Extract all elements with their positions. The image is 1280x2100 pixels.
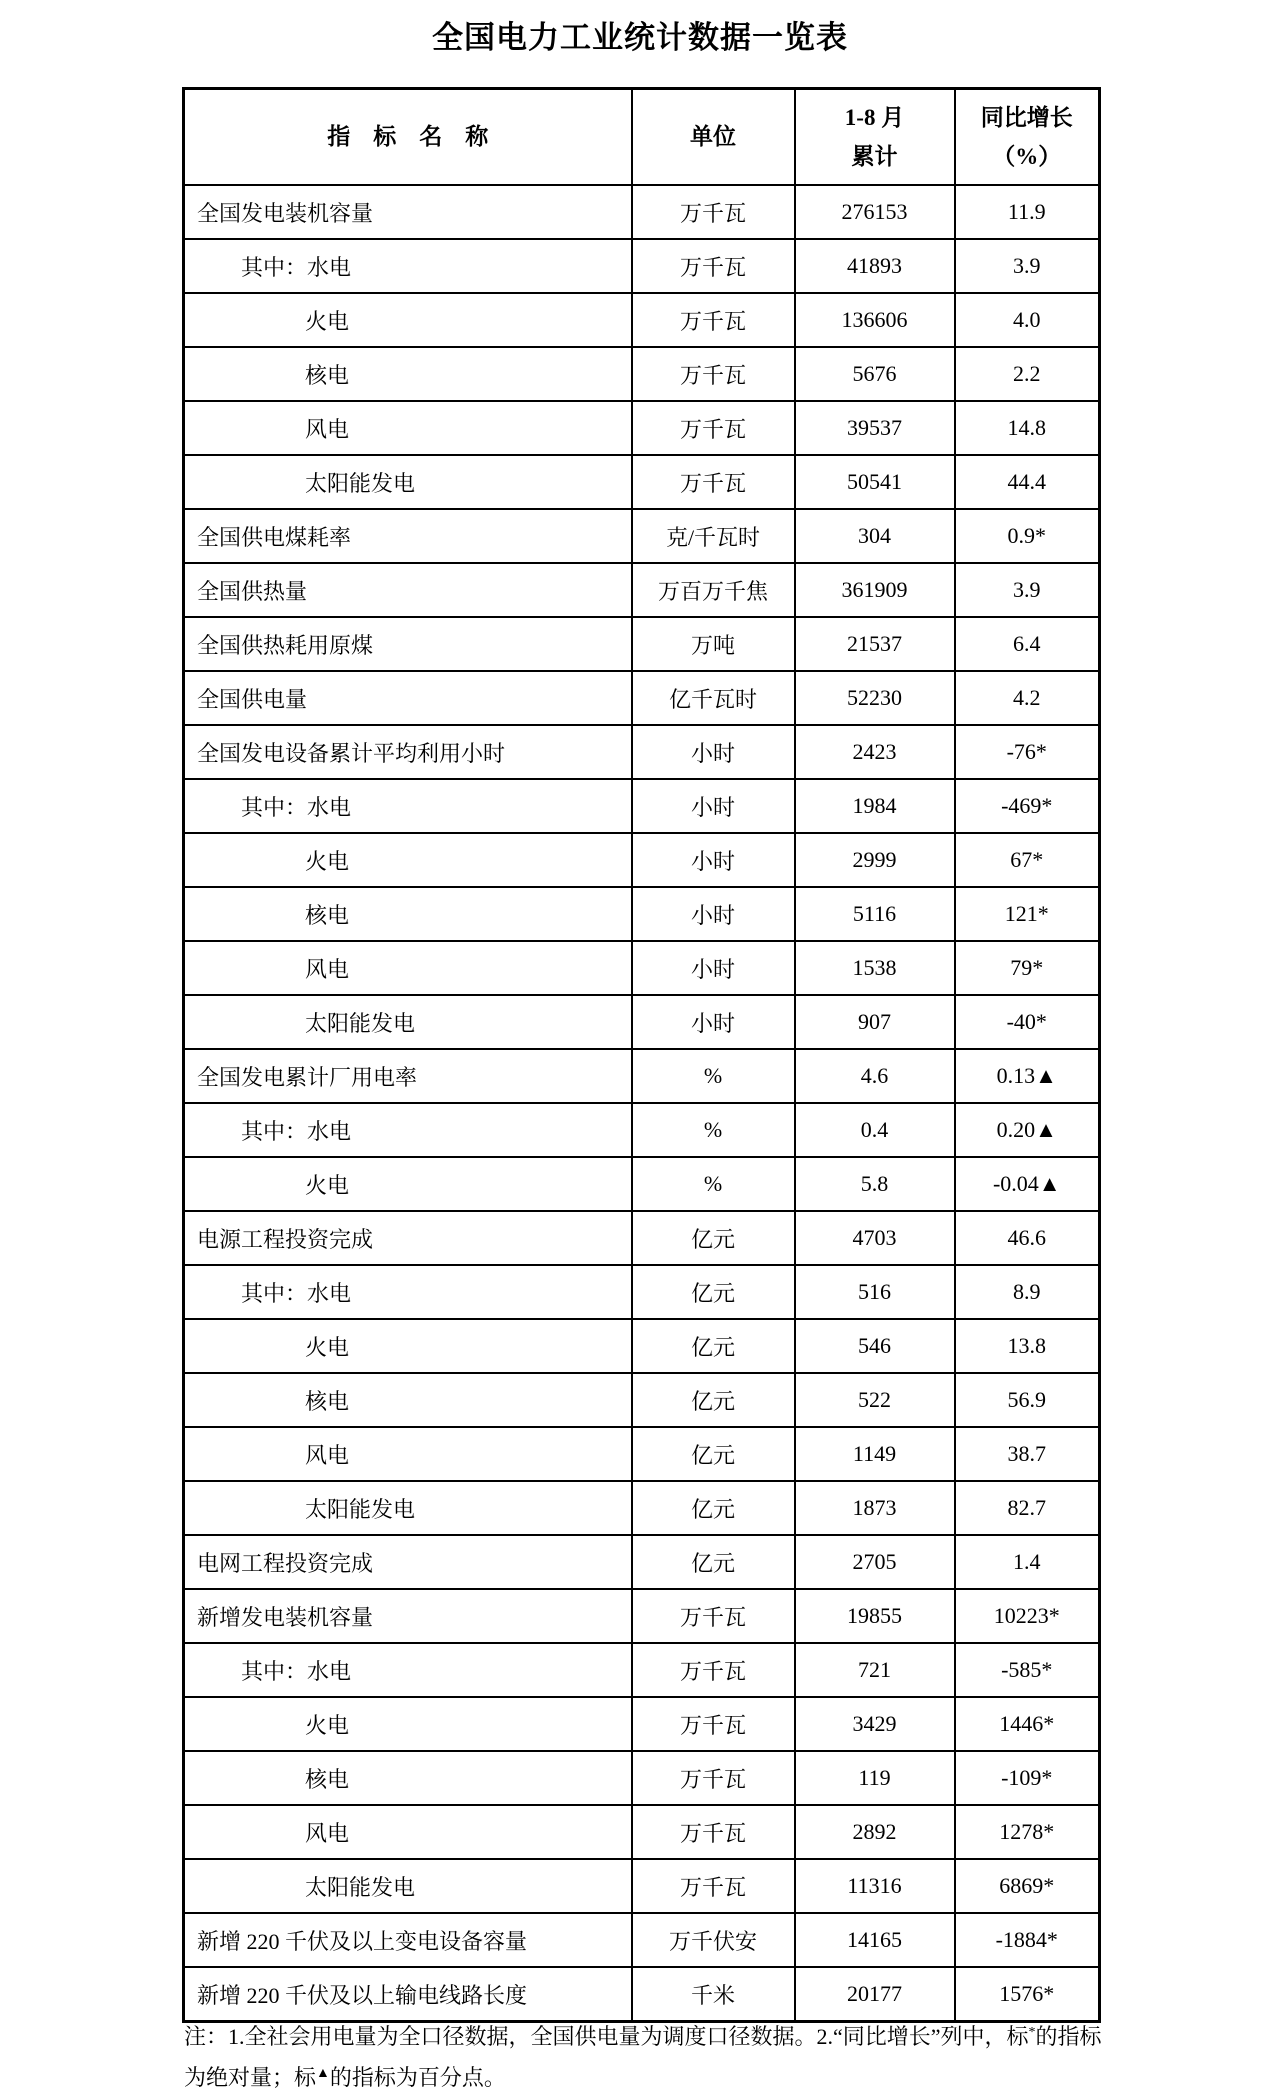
unit-cell: 亿元 bbox=[632, 1481, 795, 1535]
column-header-period-line2: 累计 bbox=[851, 144, 898, 169]
table-row bbox=[184, 671, 1100, 725]
yoy-value-cell: 10223* bbox=[955, 1589, 1100, 1643]
table-row bbox=[184, 563, 1100, 617]
period-value-cell: 2705 bbox=[795, 1535, 955, 1589]
indicator-name-cell: 其中：水电 bbox=[184, 1643, 632, 1697]
table-row bbox=[184, 1805, 1100, 1859]
period-value-cell: 136606 bbox=[795, 293, 955, 347]
indicator-name-cell: 新增发电装机容量 bbox=[184, 1589, 632, 1643]
table-notes bbox=[184, 2018, 1144, 2100]
unit-cell: 万千瓦 bbox=[632, 1589, 795, 1643]
yoy-value-cell: 0.13▲ bbox=[955, 1049, 1100, 1103]
unit-cell: 万千瓦 bbox=[632, 293, 795, 347]
unit-cell: 小时 bbox=[632, 887, 795, 941]
period-value-cell: 119 bbox=[795, 1751, 955, 1805]
period-value-cell: 11316 bbox=[795, 1859, 955, 1913]
table-row bbox=[184, 887, 1100, 941]
triangle-marker: ▲ bbox=[316, 2066, 330, 2081]
yoy-value-cell: 121* bbox=[955, 887, 1100, 941]
indicator-name-cell: 核电 bbox=[184, 887, 632, 941]
yoy-value-cell: 79* bbox=[955, 941, 1100, 995]
column-header-yoy bbox=[955, 89, 1100, 186]
unit-cell: 千米 bbox=[632, 1967, 795, 2022]
period-value-cell: 522 bbox=[795, 1373, 955, 1427]
unit-cell: 亿元 bbox=[632, 1535, 795, 1589]
yoy-value-cell: 0.9* bbox=[955, 509, 1100, 563]
unit-cell: % bbox=[632, 1157, 795, 1211]
period-value-cell: 50541 bbox=[795, 455, 955, 509]
table-row bbox=[184, 1319, 1100, 1373]
indicator-name-cell: 火电 bbox=[184, 1157, 632, 1211]
indicator-name-cell: 火电 bbox=[184, 293, 632, 347]
unit-cell: 克/千瓦时 bbox=[632, 509, 795, 563]
unit-cell: 亿千瓦时 bbox=[632, 671, 795, 725]
table-row bbox=[184, 1589, 1100, 1643]
indicator-name-cell: 其中：水电 bbox=[184, 239, 632, 293]
period-value-cell: 2423 bbox=[795, 725, 955, 779]
unit-cell: 万千瓦 bbox=[632, 1805, 795, 1859]
table-row bbox=[184, 1967, 1100, 2022]
table-row bbox=[184, 1427, 1100, 1481]
table-row bbox=[184, 1643, 1100, 1697]
period-value-cell: 2892 bbox=[795, 1805, 955, 1859]
unit-cell: 万吨 bbox=[632, 617, 795, 671]
yoy-value-cell: 2.2 bbox=[955, 347, 1100, 401]
unit-cell: 万千瓦 bbox=[632, 1697, 795, 1751]
yoy-value-cell: 3.9 bbox=[955, 239, 1100, 293]
indicator-name-cell: 全国发电装机容量 bbox=[184, 185, 632, 239]
note-line1-text: 注：1.全社会用电量为全口径数据，全国供电量为调度口径数据。2.“同比增长”列中，标 bbox=[184, 2024, 1029, 2049]
table-row bbox=[184, 1211, 1100, 1265]
unit-cell: 万千瓦 bbox=[632, 401, 795, 455]
period-value-cell: 1149 bbox=[795, 1427, 955, 1481]
yoy-value-cell: -40* bbox=[955, 995, 1100, 1049]
period-value-cell: 19855 bbox=[795, 1589, 955, 1643]
period-value-cell: 546 bbox=[795, 1319, 955, 1373]
indicator-name-cell: 其中：水电 bbox=[184, 1103, 632, 1157]
yoy-value-cell: 46.6 bbox=[955, 1211, 1100, 1265]
indicator-name-cell: 全国供热量 bbox=[184, 563, 632, 617]
indicator-name-cell: 全国供电量 bbox=[184, 671, 632, 725]
yoy-value-cell: -109* bbox=[955, 1751, 1100, 1805]
indicator-name-cell: 风电 bbox=[184, 1427, 632, 1481]
table-row bbox=[184, 995, 1100, 1049]
page-title: 全国电力工业统计数据一览表 bbox=[432, 20, 848, 55]
table-row bbox=[184, 941, 1100, 995]
indicator-name-cell: 风电 bbox=[184, 941, 632, 995]
period-value-cell: 14165 bbox=[795, 1913, 955, 1967]
table-body bbox=[184, 185, 1100, 2022]
table-row bbox=[184, 1859, 1100, 1913]
unit-cell: 小时 bbox=[632, 725, 795, 779]
unit-cell: 万千瓦 bbox=[632, 1751, 795, 1805]
unit-cell: 亿元 bbox=[632, 1427, 795, 1481]
table-row bbox=[184, 1373, 1100, 1427]
note-line2-text: 为绝对量；标 bbox=[184, 2065, 317, 2090]
indicator-name-cell: 太阳能发电 bbox=[184, 995, 632, 1049]
unit-cell: 亿元 bbox=[632, 1373, 795, 1427]
period-value-cell: 304 bbox=[795, 509, 955, 563]
period-value-cell: 5116 bbox=[795, 887, 955, 941]
period-value-cell: 0.4 bbox=[795, 1103, 955, 1157]
period-value-cell: 276153 bbox=[795, 185, 955, 239]
period-value-cell: 4.6 bbox=[795, 1049, 955, 1103]
unit-cell: 万千瓦 bbox=[632, 239, 795, 293]
column-header-yoy-line2: （%） bbox=[992, 144, 1062, 169]
yoy-value-cell: 4.2 bbox=[955, 671, 1100, 725]
yoy-value-cell: 6869* bbox=[955, 1859, 1100, 1913]
yoy-value-cell: -585* bbox=[955, 1643, 1100, 1697]
period-value-cell: 41893 bbox=[795, 239, 955, 293]
yoy-value-cell: -1884* bbox=[955, 1913, 1100, 1967]
unit-cell: 万千伏安 bbox=[632, 1913, 795, 1967]
note-line1-tail: 的指标 bbox=[1035, 2024, 1102, 2049]
indicator-name-cell: 火电 bbox=[184, 833, 632, 887]
table-row bbox=[184, 509, 1100, 563]
unit-cell: 万千瓦 bbox=[632, 1859, 795, 1913]
unit-cell: 万千瓦 bbox=[632, 185, 795, 239]
unit-cell: 亿元 bbox=[632, 1211, 795, 1265]
unit-cell: 万千瓦 bbox=[632, 1643, 795, 1697]
unit-cell: 万千瓦 bbox=[632, 455, 795, 509]
period-value-cell: 5.8 bbox=[795, 1157, 955, 1211]
table-row bbox=[184, 833, 1100, 887]
period-value-cell: 516 bbox=[795, 1265, 955, 1319]
table-row bbox=[184, 1103, 1100, 1157]
unit-cell: 小时 bbox=[632, 995, 795, 1049]
yoy-value-cell: -469* bbox=[955, 779, 1100, 833]
period-value-cell: 2999 bbox=[795, 833, 955, 887]
yoy-value-cell: 1.4 bbox=[955, 1535, 1100, 1589]
indicator-name-cell: 全国发电累计厂用电率 bbox=[184, 1049, 632, 1103]
table-row bbox=[184, 1157, 1100, 1211]
table-row bbox=[184, 1265, 1100, 1319]
asterisk-marker: * bbox=[1028, 2025, 1036, 2040]
yoy-value-cell: 82.7 bbox=[955, 1481, 1100, 1535]
table-row bbox=[184, 779, 1100, 833]
column-header-indicator: 指 标 名 称 bbox=[184, 89, 632, 186]
column-header-period-line1: 1-8 月 bbox=[844, 104, 905, 130]
table-row bbox=[184, 185, 1100, 239]
table-row bbox=[184, 617, 1100, 671]
yoy-value-cell: 13.8 bbox=[955, 1319, 1100, 1373]
table-row bbox=[184, 347, 1100, 401]
indicator-name-cell: 其中：水电 bbox=[184, 779, 632, 833]
indicator-name-cell: 核电 bbox=[184, 347, 632, 401]
indicator-name-cell: 火电 bbox=[184, 1319, 632, 1373]
table-row bbox=[184, 1751, 1100, 1805]
table-row bbox=[184, 239, 1100, 293]
yoy-value-cell: 8.9 bbox=[955, 1265, 1100, 1319]
unit-cell: 小时 bbox=[632, 833, 795, 887]
period-value-cell: 39537 bbox=[795, 401, 955, 455]
period-value-cell: 20177 bbox=[795, 1967, 955, 2022]
unit-cell: 亿元 bbox=[632, 1319, 795, 1373]
column-header-unit: 单位 bbox=[632, 89, 795, 186]
stats-table bbox=[182, 87, 1101, 2023]
period-value-cell: 361909 bbox=[795, 563, 955, 617]
table-header-row bbox=[184, 89, 1100, 186]
indicator-name-cell: 其中：水电 bbox=[184, 1265, 632, 1319]
yoy-value-cell: 56.9 bbox=[955, 1373, 1100, 1427]
table-row bbox=[184, 725, 1100, 779]
indicator-name-cell: 全国发电设备累计平均利用小时 bbox=[184, 725, 632, 779]
yoy-value-cell: 3.9 bbox=[955, 563, 1100, 617]
column-header-period bbox=[795, 89, 955, 186]
yoy-value-cell: 67* bbox=[955, 833, 1100, 887]
yoy-value-cell: 1446* bbox=[955, 1697, 1100, 1751]
table-row bbox=[184, 401, 1100, 455]
indicator-name-cell: 太阳能发电 bbox=[184, 1859, 632, 1913]
indicator-name-cell: 核电 bbox=[184, 1751, 632, 1805]
unit-cell: % bbox=[632, 1049, 795, 1103]
table-row bbox=[184, 1697, 1100, 1751]
yoy-value-cell: 4.0 bbox=[955, 293, 1100, 347]
indicator-name-cell: 全国供电煤耗率 bbox=[184, 509, 632, 563]
table-row bbox=[184, 1049, 1100, 1103]
yoy-value-cell: 44.4 bbox=[955, 455, 1100, 509]
indicator-name-cell: 风电 bbox=[184, 401, 632, 455]
indicator-name-cell: 太阳能发电 bbox=[184, 455, 632, 509]
yoy-value-cell: 6.4 bbox=[955, 617, 1100, 671]
note-line2-tail: 的指标为百分点。 bbox=[329, 2065, 506, 2090]
indicator-name-cell: 风电 bbox=[184, 1805, 632, 1859]
period-value-cell: 1538 bbox=[795, 941, 955, 995]
indicator-name-cell: 电网工程投资完成 bbox=[184, 1535, 632, 1589]
unit-cell: 亿元 bbox=[632, 1265, 795, 1319]
unit-cell: 万百万千焦 bbox=[632, 563, 795, 617]
yoy-value-cell: 0.20▲ bbox=[955, 1103, 1100, 1157]
yoy-value-cell: 1278* bbox=[955, 1805, 1100, 1859]
period-value-cell: 721 bbox=[795, 1643, 955, 1697]
period-value-cell: 3429 bbox=[795, 1697, 955, 1751]
table-row bbox=[184, 455, 1100, 509]
column-header-yoy-line1: 同比增长 bbox=[980, 104, 1073, 130]
unit-cell: 小时 bbox=[632, 779, 795, 833]
note-line-1 bbox=[184, 2018, 1144, 2059]
period-value-cell: 907 bbox=[795, 995, 955, 1049]
period-value-cell: 52230 bbox=[795, 671, 955, 725]
period-value-cell: 4703 bbox=[795, 1211, 955, 1265]
unit-cell: 万千瓦 bbox=[632, 347, 795, 401]
yoy-value-cell: 1576* bbox=[955, 1967, 1100, 2022]
yoy-value-cell: 11.9 bbox=[955, 185, 1100, 239]
indicator-name-cell: 新增 220 千伏及以上输电线路长度 bbox=[184, 1967, 632, 2022]
period-value-cell: 5676 bbox=[795, 347, 955, 401]
unit-cell: % bbox=[632, 1103, 795, 1157]
period-value-cell: 1984 bbox=[795, 779, 955, 833]
table-row bbox=[184, 1913, 1100, 1967]
table-row bbox=[184, 1535, 1100, 1589]
period-value-cell: 1873 bbox=[795, 1481, 955, 1535]
indicator-name-cell: 全国供热耗用原煤 bbox=[184, 617, 632, 671]
yoy-value-cell: 14.8 bbox=[955, 401, 1100, 455]
table-row bbox=[184, 293, 1100, 347]
period-value-cell: 21537 bbox=[795, 617, 955, 671]
indicator-name-cell: 太阳能发电 bbox=[184, 1481, 632, 1535]
indicator-name-cell: 核电 bbox=[184, 1373, 632, 1427]
table-row bbox=[184, 1481, 1100, 1535]
indicator-name-cell: 新增 220 千伏及以上变电设备容量 bbox=[184, 1913, 632, 1967]
indicator-name-cell: 火电 bbox=[184, 1697, 632, 1751]
unit-cell: 小时 bbox=[632, 941, 795, 995]
yoy-value-cell: 38.7 bbox=[955, 1427, 1100, 1481]
yoy-value-cell: -76* bbox=[955, 725, 1100, 779]
yoy-value-cell: -0.04▲ bbox=[955, 1157, 1100, 1211]
indicator-name-cell: 电源工程投资完成 bbox=[184, 1211, 632, 1265]
